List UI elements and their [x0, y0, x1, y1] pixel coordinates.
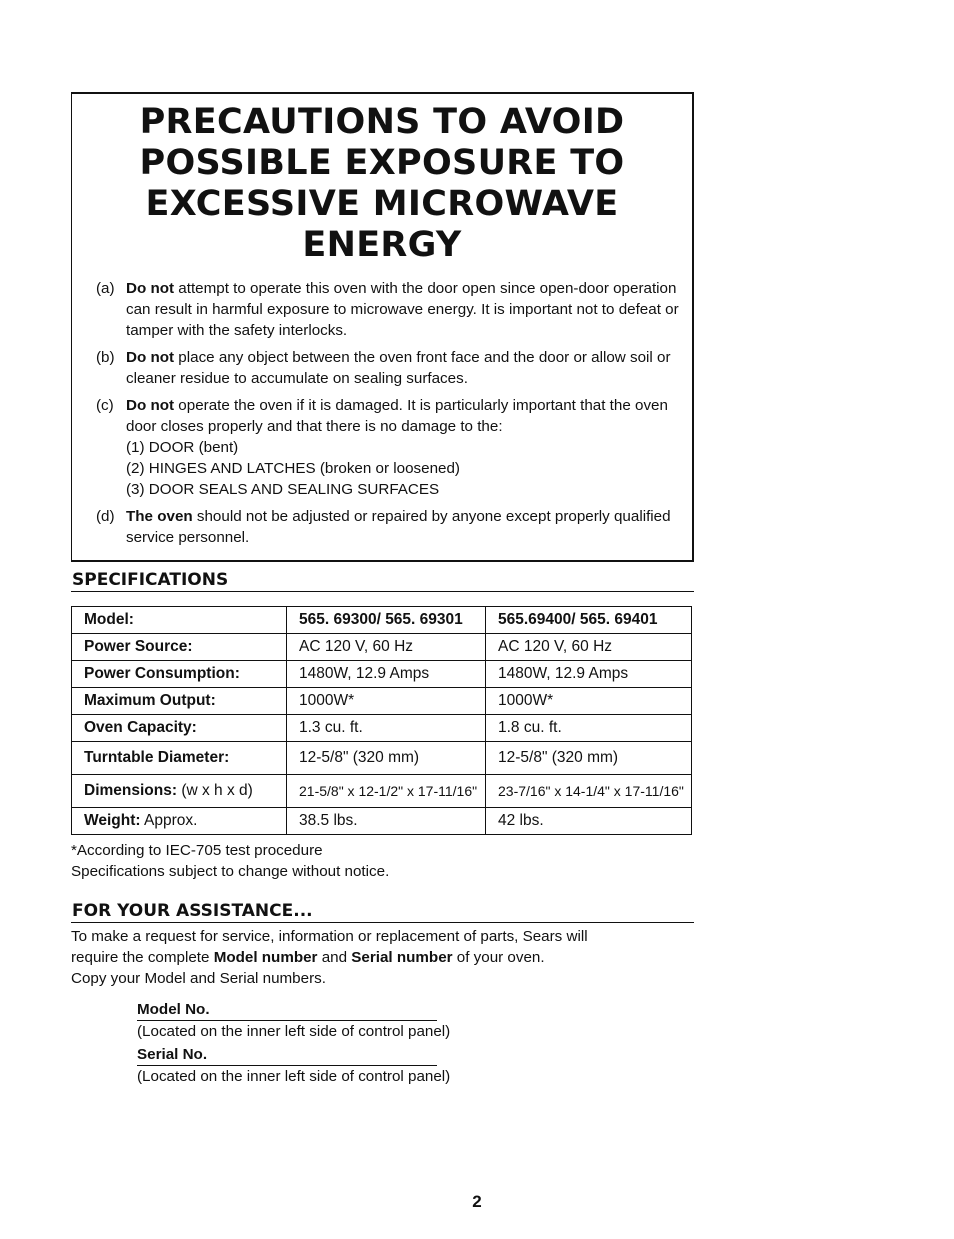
label-text: Power Source: — [84, 638, 193, 655]
cell: 1000W* — [486, 688, 692, 715]
cell-text: 565.69400/ 565. 69401 — [498, 611, 658, 628]
cell: 42 lbs. — [486, 808, 692, 835]
text-run-bold: Serial number — [351, 949, 453, 966]
cell: 1480W, 12.9 Amps — [287, 661, 486, 688]
item-text — [126, 347, 686, 389]
cell: AC 120 V, 60 Hz — [486, 634, 692, 661]
label-text: Turntable Diameter: — [84, 749, 230, 766]
title-line-4: ENERGY — [302, 225, 462, 265]
item-text — [126, 506, 686, 548]
assistance-line — [71, 947, 691, 968]
cell: AC 120 V, 60 Hz — [287, 634, 486, 661]
table-row — [72, 775, 692, 808]
label-text: Dimensions: — [84, 782, 178, 799]
assistance-line: Copy your Model and Serial numbers. — [71, 970, 326, 987]
row-label — [72, 715, 287, 742]
cell — [287, 607, 486, 634]
label-text: Oven Capacity: — [84, 719, 197, 736]
serial-number-field — [137, 1044, 451, 1087]
cell: 12-5/8" (320 mm) — [287, 742, 486, 775]
item-body: place any object between the oven front face and the door or allow soil or cleaner residue to accumulate on sealing surfaces. — [126, 349, 671, 387]
table-row — [72, 661, 692, 688]
assistance-heading: FOR YOUR ASSISTANCE... — [71, 901, 694, 923]
text-run: of your oven. — [452, 949, 545, 966]
text-run-bold: Model number — [213, 949, 318, 966]
table-row — [72, 688, 692, 715]
row-label — [72, 742, 287, 775]
title-line-2: POSSIBLE EXPOSURE TO — [139, 143, 625, 183]
damage-item: (1) DOOR (bent) — [126, 439, 239, 456]
text-run: and — [317, 949, 352, 966]
precaution-item-d — [96, 506, 686, 548]
item-bold: Do not — [126, 280, 175, 297]
cell: 1.3 cu. ft. — [287, 715, 486, 742]
serial-number-note: (Located on the inner left side of control panel) — [137, 1068, 451, 1085]
cell: 38.5 lbs. — [287, 808, 486, 835]
title-line-3: EXCESSIVE MICROWAVE — [145, 184, 619, 224]
cell — [486, 607, 692, 634]
row-label — [72, 661, 287, 688]
model-number-label: Model No. — [137, 999, 437, 1021]
model-number-note: (Located on the inner left side of control panel) — [137, 1023, 451, 1040]
cell: 1.8 cu. ft. — [486, 715, 692, 742]
item-label: (a) — [96, 280, 115, 297]
precaution-item-a — [96, 278, 686, 341]
precaution-item-c — [96, 395, 686, 500]
label-text: Weight: — [84, 812, 141, 829]
label-text: Power Consumption: — [84, 665, 240, 682]
precautions-list — [96, 278, 686, 554]
item-bold: The oven — [126, 508, 193, 525]
specifications-table — [71, 606, 692, 835]
table-row — [72, 808, 692, 835]
damage-item: (3) DOOR SEALS AND SEALING SURFACES — [126, 481, 440, 498]
text-run: require the complete — [71, 949, 214, 966]
cell: 1000W* — [287, 688, 486, 715]
table-row — [72, 607, 692, 634]
item-text — [126, 278, 686, 341]
precautions-title — [72, 102, 692, 266]
serial-number-label: Serial No. — [137, 1044, 437, 1066]
footnote: *According to IEC-705 test procedure — [71, 842, 323, 859]
item-body: operate the oven if it is damaged. It is particularly important that the oven door closes properly and that there is no damage to the: — [126, 397, 668, 435]
label-text: Model: — [84, 611, 134, 628]
change-notice: Specifications subject to change without notice. — [71, 863, 390, 880]
label-text: Maximum Output: — [84, 692, 216, 709]
item-label: (c) — [96, 397, 114, 414]
label-extra: (w x h x d) — [177, 782, 253, 799]
row-label — [72, 688, 287, 715]
precautions-box — [71, 92, 694, 562]
row-label — [72, 634, 287, 661]
assistance-text — [71, 926, 691, 989]
item-body: attempt to operate this oven with the door open since open-door operation can result in harmful exposure to microwave energy. It is important not to defeat or tamper with the safety interlocks. — [126, 280, 679, 339]
title-line-1: PRECAUTIONS TO AVOID — [139, 102, 625, 142]
item-label: (d) — [96, 508, 115, 525]
row-label — [72, 808, 287, 835]
cell: 12-5/8" (320 mm) — [486, 742, 692, 775]
precaution-item-b — [96, 347, 686, 389]
table-row — [72, 634, 692, 661]
item-bold: Do not — [126, 397, 175, 414]
damage-item: (2) HINGES AND LATCHES (broken or loosened) — [126, 460, 460, 477]
assistance-line: To make a request for service, information or replacement of parts, Sears will — [71, 928, 588, 945]
item-text — [126, 395, 686, 500]
specifications-heading: SPECIFICATIONS — [71, 570, 694, 592]
row-label — [72, 607, 287, 634]
cell: 1480W, 12.9 Amps — [486, 661, 692, 688]
cell-text: 565. 69300/ 565. 69301 — [299, 611, 463, 628]
cell: 23-7/16" x 14-1/4" x 17-11/16" — [486, 775, 692, 808]
item-label: (b) — [96, 349, 115, 366]
page-number: 2 — [472, 1192, 482, 1211]
model-number-field — [137, 999, 451, 1042]
label-extra: Approx. — [140, 812, 198, 829]
damage-list — [126, 437, 686, 500]
table-row — [72, 715, 692, 742]
row-label — [72, 775, 287, 808]
table-row — [72, 742, 692, 775]
item-body: should not be adjusted or repaired by anyone except properly qualified service personnel. — [126, 508, 671, 546]
item-bold: Do not — [126, 349, 175, 366]
cell: 21-5/8" x 12-1/2" x 17-11/16" — [287, 775, 486, 808]
